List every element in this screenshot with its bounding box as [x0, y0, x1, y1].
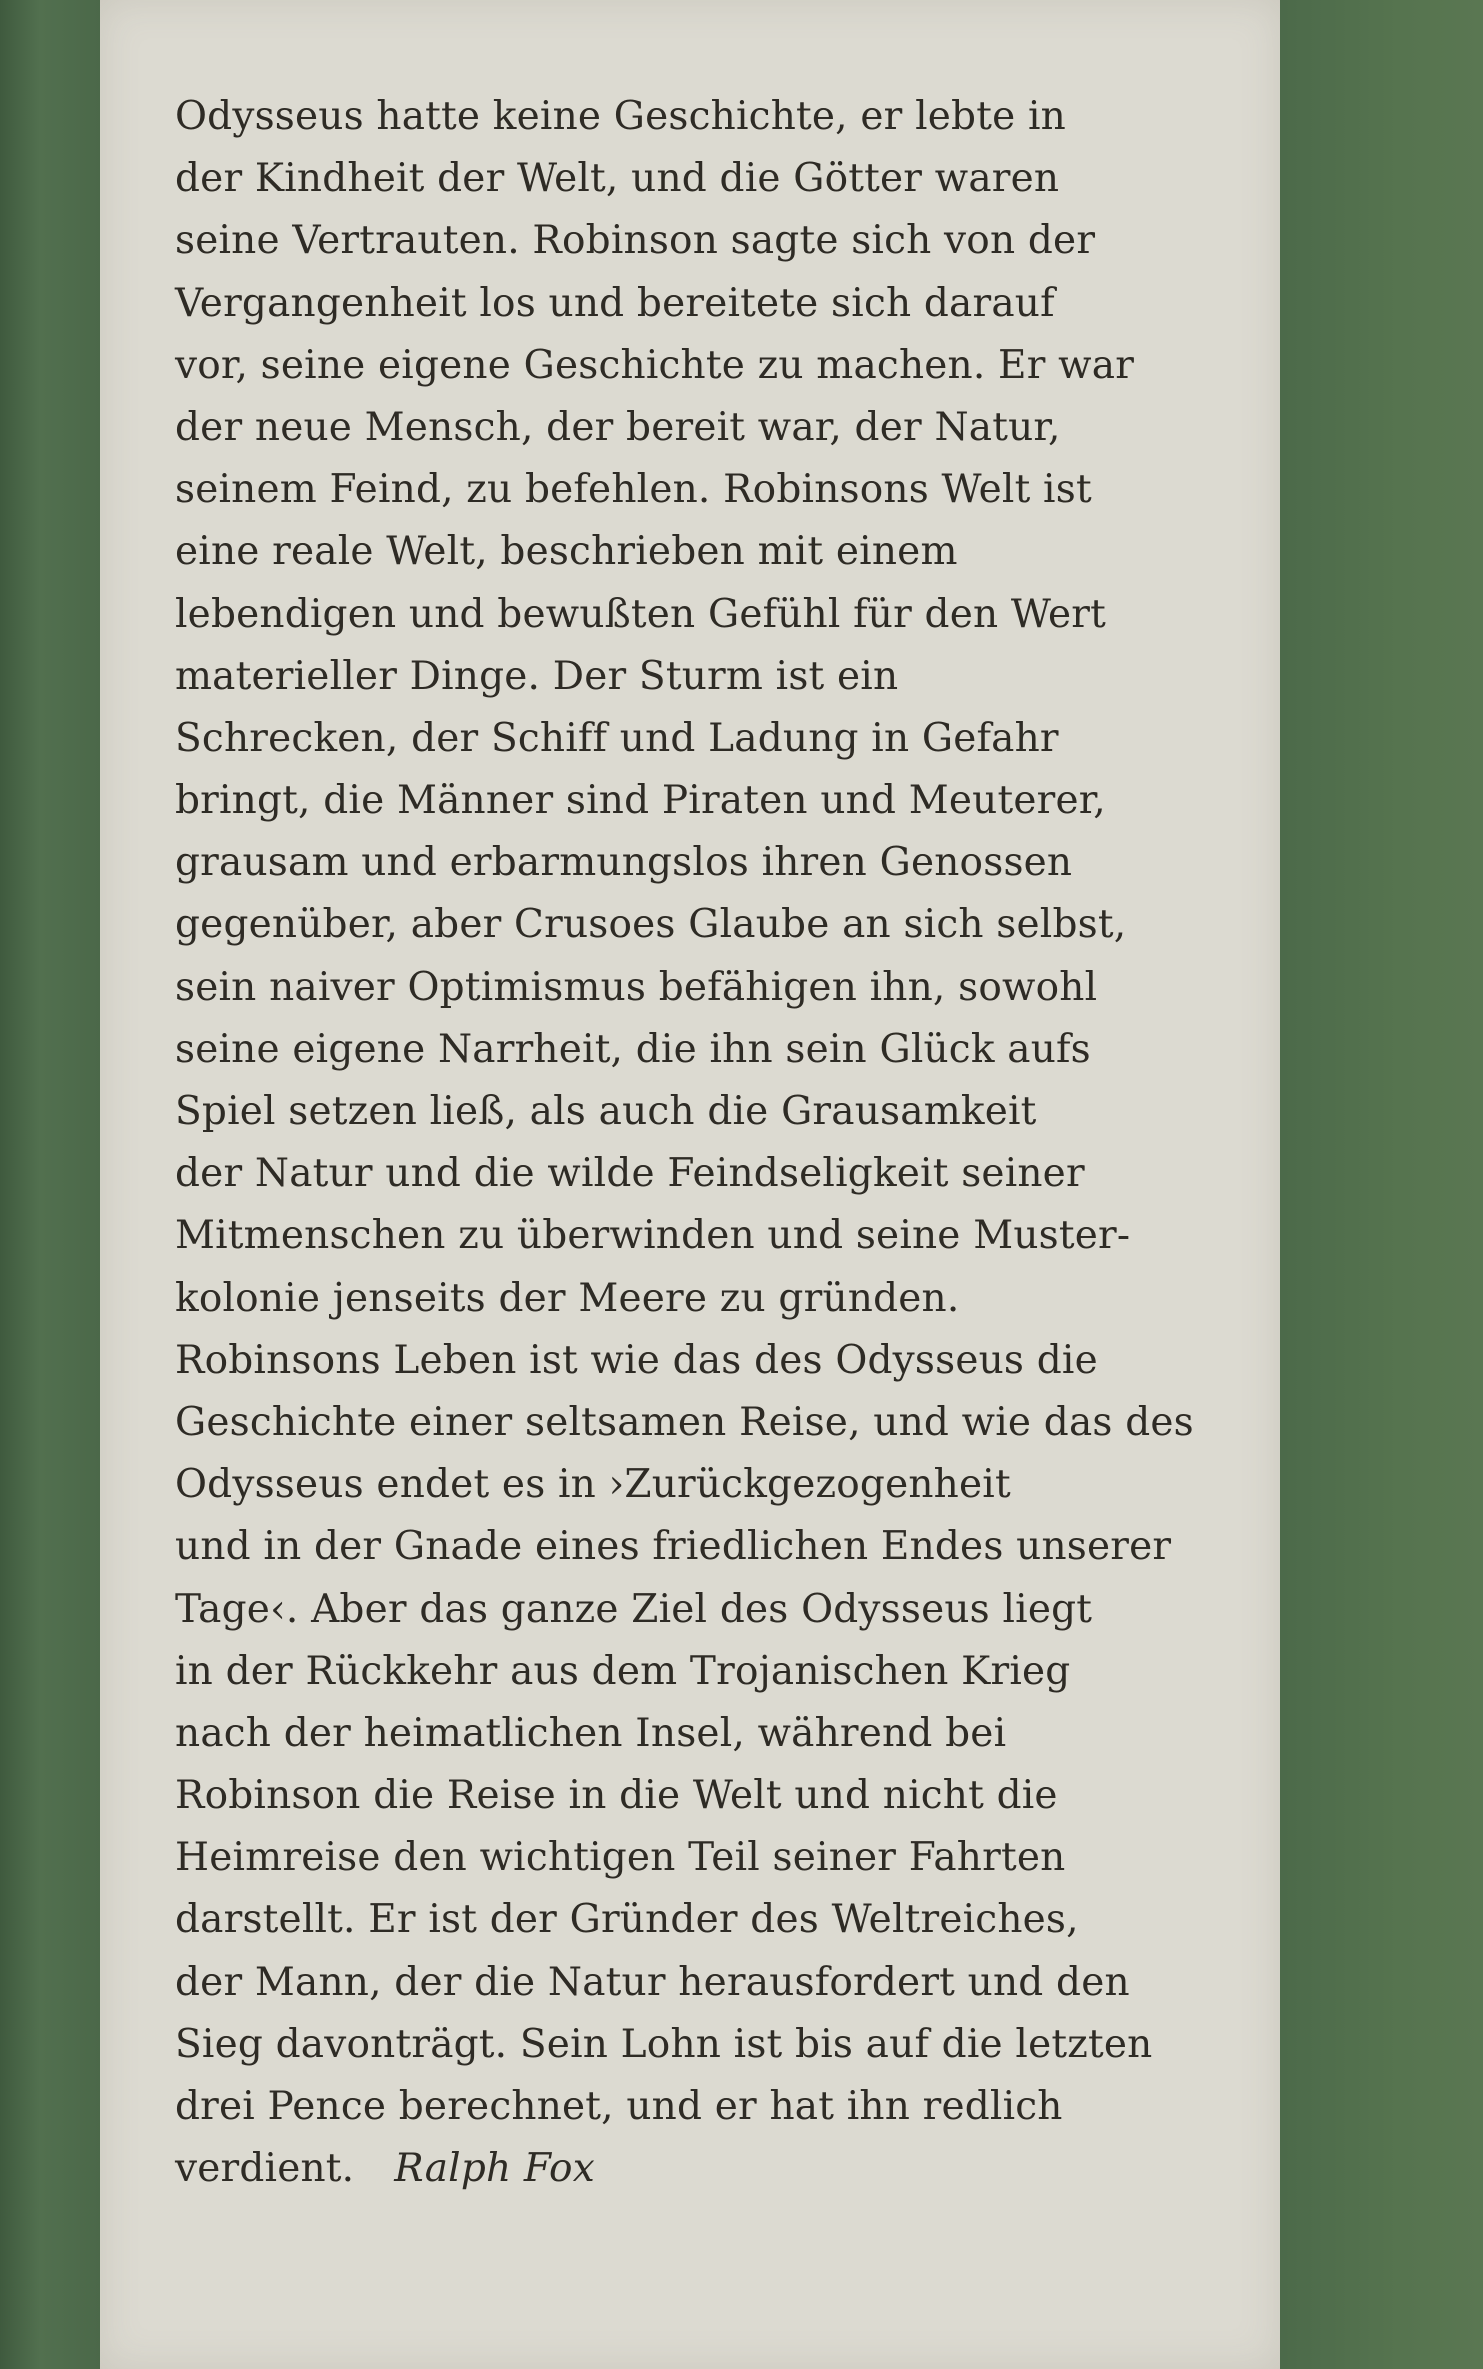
text-line: materieller Dinge. Der Sturm ist ein [175, 653, 899, 699]
text-line: lebendigen und bewußten Gefühl für den Wert [175, 591, 1107, 637]
blurb-text [175, 86, 1235, 2200]
text-line: eine reale Welt, beschrieben mit einem [175, 529, 958, 575]
author-signature: Ralph Fox [394, 2146, 595, 2192]
final-line [175, 2138, 1235, 2200]
final-line-text: verdient. [175, 2146, 355, 2192]
text-line: nach der heimatlichen Insel, während bei [175, 1710, 1007, 1756]
text-line: der Natur und die wilde Feindseligkeit seiner [175, 1151, 1085, 1197]
text-line: Robinsons Leben ist wie das des Odysseus die [175, 1337, 1098, 1383]
text-line: der Kindheit der Welt, und die Götter waren [175, 156, 1060, 202]
text-line: Robinson die Reise in die Welt und nicht die [175, 1773, 1058, 1819]
text-line: Mitmenschen zu überwinden und seine Muster- [175, 1213, 1131, 1259]
text-line: bringt, die Männer sind Piraten und Meuterer, [175, 778, 1106, 824]
text-line: Spiel setzen ließ, als auch die Grausamkeit [175, 1089, 1037, 1134]
text-line: Geschichte einer seltsamen Reise, und wie das des [175, 1399, 1194, 1445]
text-line: kolonie jenseits der Meere zu gründen. [175, 1275, 960, 1321]
cover-green-border [1280, 0, 1483, 2369]
text-line: seine Vertrauten. Robinson sagte sich von der [175, 218, 1096, 264]
text-line: grausam und erbarmungslos ihren Genossen [175, 840, 1073, 886]
text-line: darstellt. Er ist der Gründer des Weltreiches, [175, 1897, 1079, 1943]
text-line: der Mann, der die Natur herausfordert und den [175, 1959, 1130, 2005]
text-line: Odysseus endet es in ›Zurückgezogenheit [175, 1462, 1011, 1508]
text-line: Sieg davonträgt. Sein Lohn ist bis auf die letzten [175, 2021, 1153, 2067]
text-line: Tage‹. Aber das ganze Ziel des Odysseus liegt [175, 1586, 1093, 1632]
text-line: vor, seine eigene Geschichte zu machen. Er war [175, 342, 1135, 388]
text-line: seine eigene Narrheit, die ihn sein Glück aufs [175, 1026, 1091, 1072]
text-line: Odysseus hatte keine Geschichte, er lebte in [175, 94, 1066, 139]
text-line: sein naiver Optimismus befähigen ihn, sowohl [175, 964, 1098, 1010]
text-line: gegenüber, aber Crusoes Glaube an sich selbst, [175, 902, 1127, 948]
text-line: und in der Gnade eines friedlichen Endes unserer [175, 1524, 1172, 1570]
text-line: seinem Feind, zu befehlen. Robinsons Welt ist [175, 467, 1092, 513]
text-line: in der Rückkehr aus dem Trojanischen Krieg [175, 1648, 1071, 1694]
text-line: drei Pence berechnet, und er hat ihn redlich [175, 2084, 1063, 2129]
text-line: der neue Mensch, der bereit war, der Natur, [175, 404, 1061, 450]
text-line: Heimreise den wichtigen Teil seiner Fahrten [175, 1835, 1066, 1881]
text-line: Vergangenheit los und bereitete sich darauf [175, 280, 1055, 326]
text-line: Schrecken, der Schiff und Ladung in Gefahr [175, 715, 1059, 761]
